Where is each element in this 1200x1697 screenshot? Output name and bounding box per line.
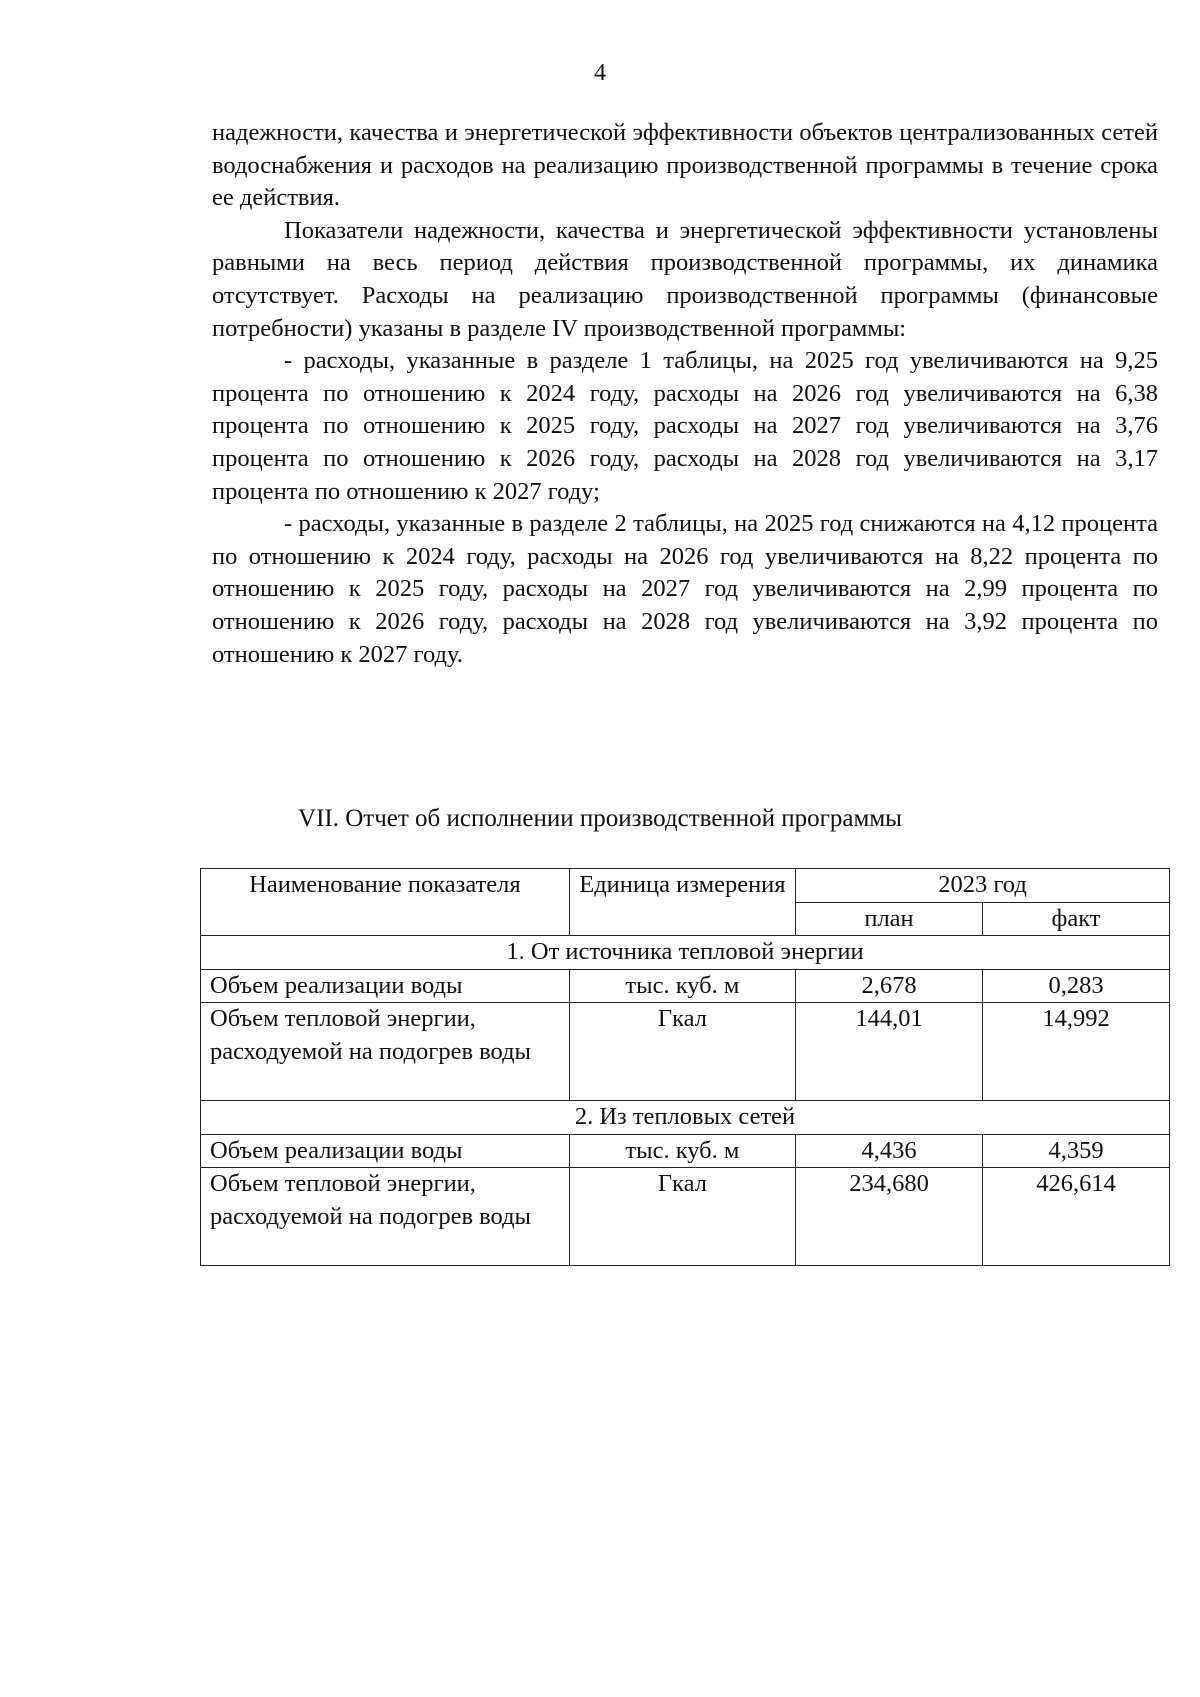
paragraph-continuation: надежности, качества и энергетической эффективности объектов централизованных сетей водоснабжения и расходов на реализацию производственной программы в течение срока ее действия. [212,119,1158,212]
section-title: VII. Отчет об исполнении производственной программы [298,805,902,832]
cell-fact: 14,992 [983,1003,1170,1101]
cell-fact: 4,359 [983,1134,1170,1168]
table-section-row [201,1101,1170,1135]
header-name: Наименование показателя [201,869,570,936]
report-table [200,868,1170,1266]
cell-name: Объем тепловой энергии, расходуемой на подогрев воды [201,1003,570,1101]
header-year: 2023 год [796,869,1170,903]
cell-plan: 4,436 [796,1134,983,1168]
cell-fact: 0,283 [983,969,1170,1003]
header-plan: план [796,902,983,936]
paragraph-section-1-expenses: - расходы, указанные в разделе 1 таблицы, на 2025 год увеличиваются на 9,25 процента по отношению к 2024 году, расходы на 2026 год увеличиваются на 6,38 процента по отношению к 2025 году, расходы на 2027 год увеличиваются на 3,76 процента по отношению к 2026 году, расходы на 2028 год увеличиваются на 3,17 процента по отношению к 2027 году; [212,347,1158,505]
page-number: 4 [594,60,606,86]
cell-name: Объем реализации воды [201,969,570,1003]
section-heading: 2. Из тепловых сетей [201,1101,1170,1135]
table-row [201,969,1170,1003]
cell-plan: 234,680 [796,1168,983,1266]
cell-name: Объем тепловой энергии, расходуемой на подогрев воды [201,1168,570,1266]
cell-name: Объем реализации воды [201,1134,570,1168]
table-row [201,1168,1170,1266]
cell-unit: тыс. куб. м [569,969,795,1003]
table-section-row [201,936,1170,970]
cell-plan: 2,678 [796,969,983,1003]
section-heading: 1. От источника тепловой энергии [201,936,1170,970]
cell-unit: Гкал [569,1168,795,1266]
cell-fact: 426,614 [983,1168,1170,1266]
body-text [212,117,1158,671]
cell-unit: Гкал [569,1003,795,1101]
header-unit: Единица измерения [569,869,795,936]
cell-unit: тыс. куб. м [569,1134,795,1168]
header-fact: факт [983,902,1170,936]
cell-plan: 144,01 [796,1003,983,1101]
paragraph-indicators: Показатели надежности, качества и энергетической эффективности установлены равными на весь период действия производственной программы, их динамика отсутствует. Расходы на реализацию производственной программы (финансовые потребности) указаны в разделе IV производственной программы: [212,216,1158,342]
table-row [201,1134,1170,1168]
table-row [201,1003,1170,1101]
table-header-row [201,869,1170,903]
paragraph-section-2-expenses: - расходы, указанные в разделе 2 таблицы, на 2025 год снижаются на 4,12 процента по отношению к 2024 году, расходы на 2026 год увеличиваются на 8,22 процента по отношению к 2025 году, расходы на 2027 год увеличиваются на 2,99 процента по отношению к 2026 году, расходы на 2028 год увеличиваются на 3,92 процента по отношению к 2027 году. [212,510,1158,668]
